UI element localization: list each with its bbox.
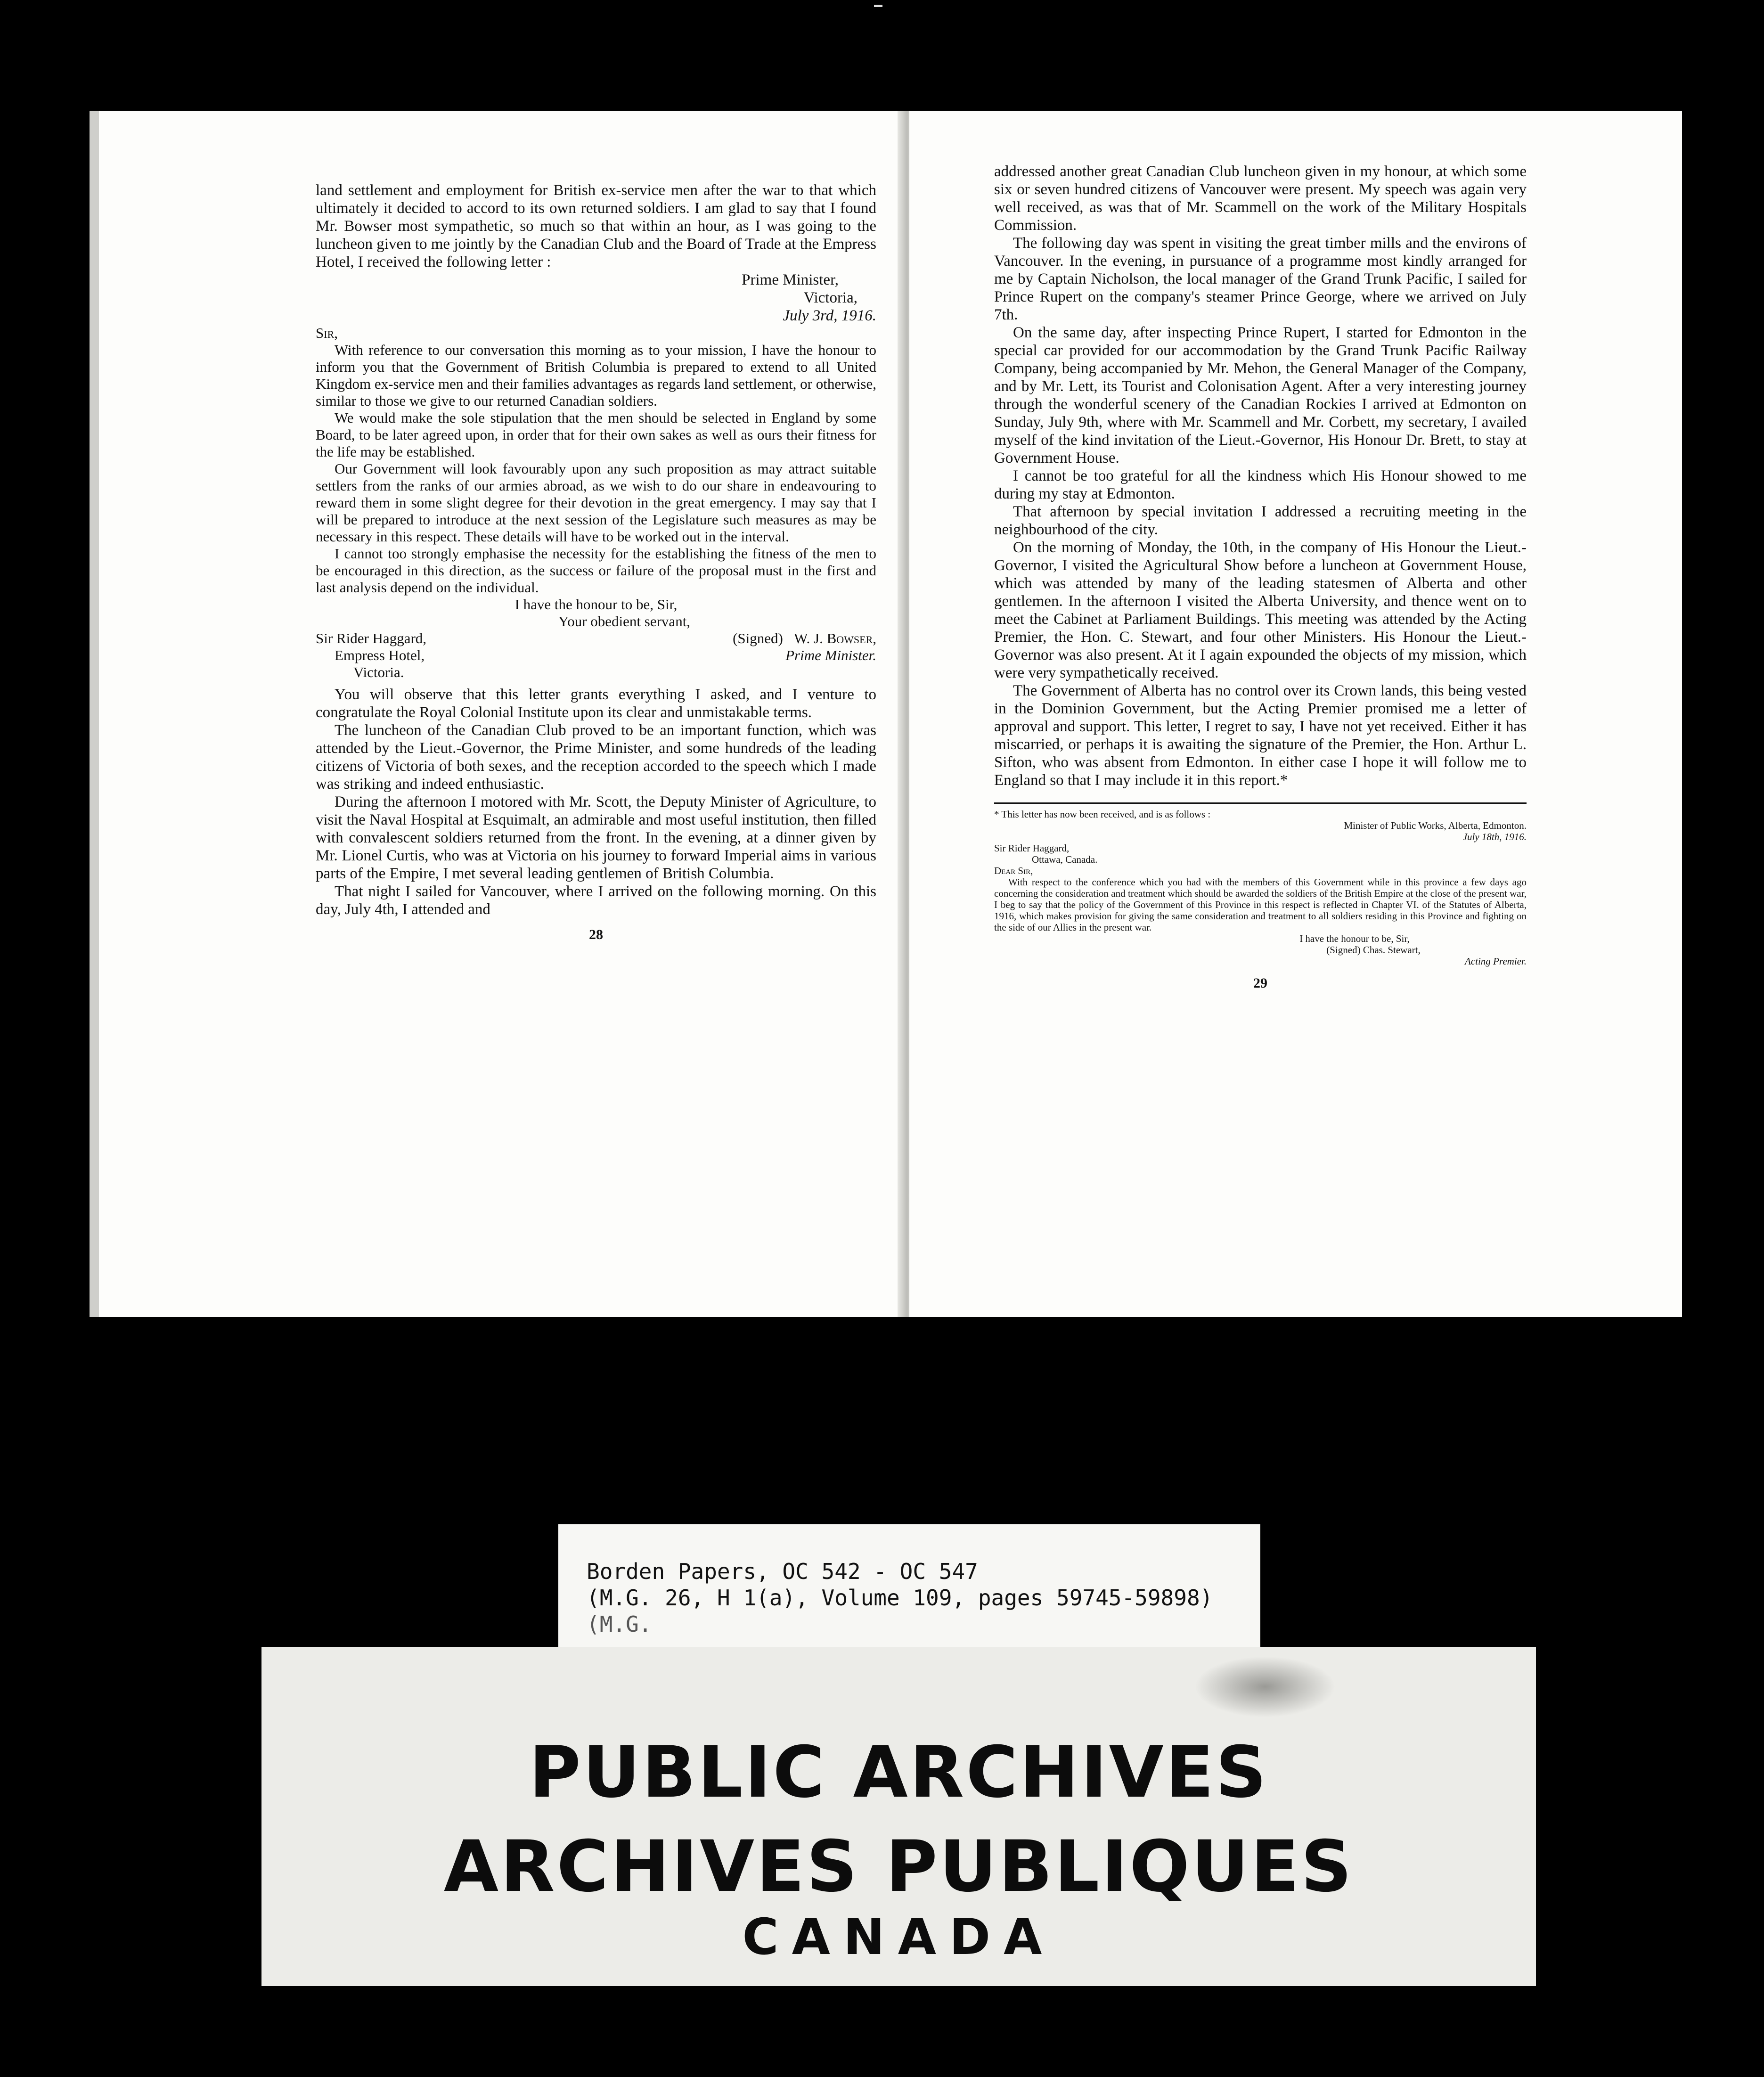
footnote-title: Acting Premier. (1464, 956, 1527, 967)
signed-label: (Signed) (733, 630, 783, 646)
page-number-right: 29 (1253, 975, 1267, 991)
letter-body (316, 325, 876, 681)
letter-paragraph: We would make the sole stipulation that the men should be selected in England by some Board, to be later agreed upon, in order that for their own sakes as well as ours their fitness for the life may be established. (316, 409, 876, 460)
letter-closing-1: I have the honour to be, Sir, (514, 596, 678, 613)
addressee-line: Sir Rider Haggard, (316, 630, 427, 646)
footnote-signed: (Signed) Chas. Stewart, (1326, 944, 1421, 956)
body-paragraph: addressed another great Canadian Club luncheon given in my honour, at which some six or seven hundred citizens of Vancouver were present. My speech was again very well received, as was that of Mr. Scammell on the work of the Military Hospitals Commission. (994, 163, 1527, 234)
archive-label-line: (M.G. (587, 1611, 652, 1637)
signer-title: Prime Minister. (785, 647, 876, 663)
smudge (1194, 1656, 1336, 1717)
body-paragraph: That afternoon by special invitation I addressed a recruiting meeting in the neighbourhood of the city. (994, 503, 1527, 538)
stamp-line: ARCHIVES PUBLIQUES (443, 1826, 1354, 1908)
archive-label-line: Borden Papers, OC 542 - OC 547 (587, 1559, 978, 1584)
intro-paragraph: land settlement and employment for British ex-service men after the war to that which ultimately it decided to accord to its own returned soldiers. I am glad to say that I found Mr. Bowser most sympathetic, so much so that within an hour, as I was going to the luncheon given to me jointly by the Canadian Club and the Board of Trade at the Empress Hotel, I received the following letter : (316, 182, 876, 270)
page-number-left: 28 (589, 927, 603, 942)
archives-stamp (261, 1647, 1536, 1986)
body-paragraph: The following day was spent in visiting the great timber mills and the environs of Vancouver. In the evening, in pursuance of a programme most kindly arranged for me by Captain Nicholson, the local manager of the Grand Trunk Pacific, I sailed for Prince Rupert on the company's steamer Prince George, where we arrived on July 7th. (994, 235, 1527, 323)
body-paragraph: That night I sailed for Vancouver, where I arrived on the following morning. On this day, July 4th, I attended and (316, 883, 876, 918)
letter-paragraph: Our Government will look favourably upon any such proposition as may attract suitable settlers from the ranks of our armies abroad, as we wish to do our share in endeavouring to reward them in some slight degree for their devotion in the great emergency. I may say that I will be prepared to introduce at the next session of the Legislature such measures as may be necessary in this respect. These details will have to be worked out in the interval. (316, 460, 876, 545)
addressee-line: Victoria. (353, 664, 404, 680)
letter-header-place: Victoria, (803, 289, 858, 306)
body-paragraph: The Government of Alberta has no control over its Crown lands, this being vested in the Dominion Government, but the Acting Premier promised me a letter of approval and support. This letter, I regret to say, I have not yet received. Either it has miscarried, or perhaps it is awaiting the signature of the Premier, the Hon. Arthur L. Sifton, who was absent from Edmonton. In either case I hope it will follow me to England so that I may include it in this report.* (994, 682, 1527, 789)
body-paragraph: I cannot be too grateful for all the kindness which His Honour showed to me during my stay at Edmonton. (994, 467, 1527, 502)
letter-signature-block (316, 630, 876, 681)
footnote-addressee: Sir Rider Haggard, (994, 842, 1070, 854)
body-paragraph: During the afternoon I motored with Mr. Scott, the Deputy Minister of Agriculture, to visit the Naval Hospital at Esquimalt, an admirable and most useful institution, then filled with convalescent soldiers returned from the front. In the evening, at a dinner given by Mr. Lionel Curtis, who was at Victoria on his journey to forward Imperial aims in various parts of the Empire, I met several leading gentlemen of British Columbia. (316, 793, 876, 882)
page-edge (90, 111, 99, 1317)
footnote-body: With respect to the conference which you had with the members of this Government while in this province a few days ago concerning the consideration and treatment which should be awarded the soldiers of the British Empire at the close of the present war, I beg to say that the policy of the Government of this Province in this respect is reflected in Chapter VI. of the Statutes of Alberta, 1916, which makes provision for giving the same consideration and treatment to all soldiers residing in this Province and fighting on the side of our Allies in the present war. (994, 876, 1527, 933)
footnote-addressee: Ottawa, Canada. (1032, 854, 1098, 865)
footnote (994, 802, 1527, 967)
letter-header-date: July 3rd, 1916. (783, 307, 876, 324)
letter-paragraph: With reference to our conversation this morning as to your mission, I have the honour to inform you that the Government of British Columbia is prepared to extend to all United Kingdom ex-service men and their families advantages as regards land settlement, or otherwise, similar to those we give to our returned Canadian soldiers. (316, 342, 876, 409)
letter-salutation: Sir, (316, 325, 338, 341)
footnote-salutation: Dear Sir, (994, 865, 1033, 876)
body-paragraph: On the morning of Monday, the 10th, in the company of His Honour the Lieut.-Governor, I visited the Agricultural Show before a luncheon at Government House, which was attended by many of the leading statesmen of Alberta and other gentlemen. In the afternoon I visited the Alberta University, and thence went on to meet the Cabinet at Parliament Buildings. This meeting was attended by the Acting Premier, the Hon. C. Stewart, and four other Ministers. His Honour the Lieut.-Governor was also present. At it I again expounded the objects of my mission, which were very sympathetically received. (994, 539, 1527, 681)
letter-signer (733, 630, 876, 681)
right-page (909, 111, 1682, 1317)
right-page-text (994, 163, 1527, 789)
stamp-line: PUBLIC ARCHIVES (529, 1732, 1269, 1814)
left-page (90, 111, 905, 1317)
archive-label-card (558, 1524, 1260, 1652)
left-page-continuation (316, 686, 876, 918)
footnote-date: July 18th, 1916. (1462, 831, 1527, 842)
left-page-text (316, 181, 876, 325)
scan-mark (874, 5, 882, 7)
body-paragraph: On the same day, after inspecting Prince Rupert, I started for Edmonton in the special car provided for our accommodation by the Grand Trunk Pacific Railway Company, being accompanied by Mr. Mehon, the General Manager of the Company, and by Mr. Lett, its Tourist and Colonisation Agent. After a very interesting journey through the wonderful scenery of the Canadian Rockies I arrived at Edmonton on Sunday, July 9th, where with Mr. Scammell and Mr. Corbett, my secretary, I availed myself of the kind invitation of the Lieut.-Governor, His Honour Dr. Brett, to stay at Government House. (994, 324, 1527, 466)
letter-paragraph: I cannot too strongly emphasise the necessity for the establishing the fitness of the men to be encouraged in this direction, as the success or failure of the proposal must in the first and last analysis depend on the individual. (316, 545, 876, 596)
archive-label-line: (M.G. 26, H 1(a), Volume 109, pages 59745-59898) (587, 1585, 1213, 1611)
letter-closing-2: Your obedient servant, (558, 613, 691, 630)
footnote-closing: I have the honour to be, Sir, (1299, 933, 1410, 944)
letter-header-office: Prime Minister, (742, 271, 839, 288)
footnote-office: Minister of Public Works, Alberta, Edmonton. (1344, 820, 1527, 831)
body-paragraph: The luncheon of the Canadian Club proved to be an important function, which was attended by the Lieut.-Governor, the Prime Minister, and some hundreds of the leading citizens of Victoria of both sexes, and the reception accorded to the speech which I made was striking and indeed enthusiastic. (316, 722, 876, 793)
footnote-intro: * This letter has now been received, and is as follows : (994, 809, 1211, 820)
stamp-line: CANADA (742, 1908, 1055, 1966)
addressee-line: Empress Hotel, (335, 647, 425, 663)
letter-addressee (316, 630, 426, 681)
body-paragraph: You will observe that this letter grants everything I asked, and I venture to congratulate the Royal Colonial Institute upon its clear and unmistakable terms. (316, 686, 876, 721)
signer-name: W. J. Bowser, (794, 630, 876, 646)
